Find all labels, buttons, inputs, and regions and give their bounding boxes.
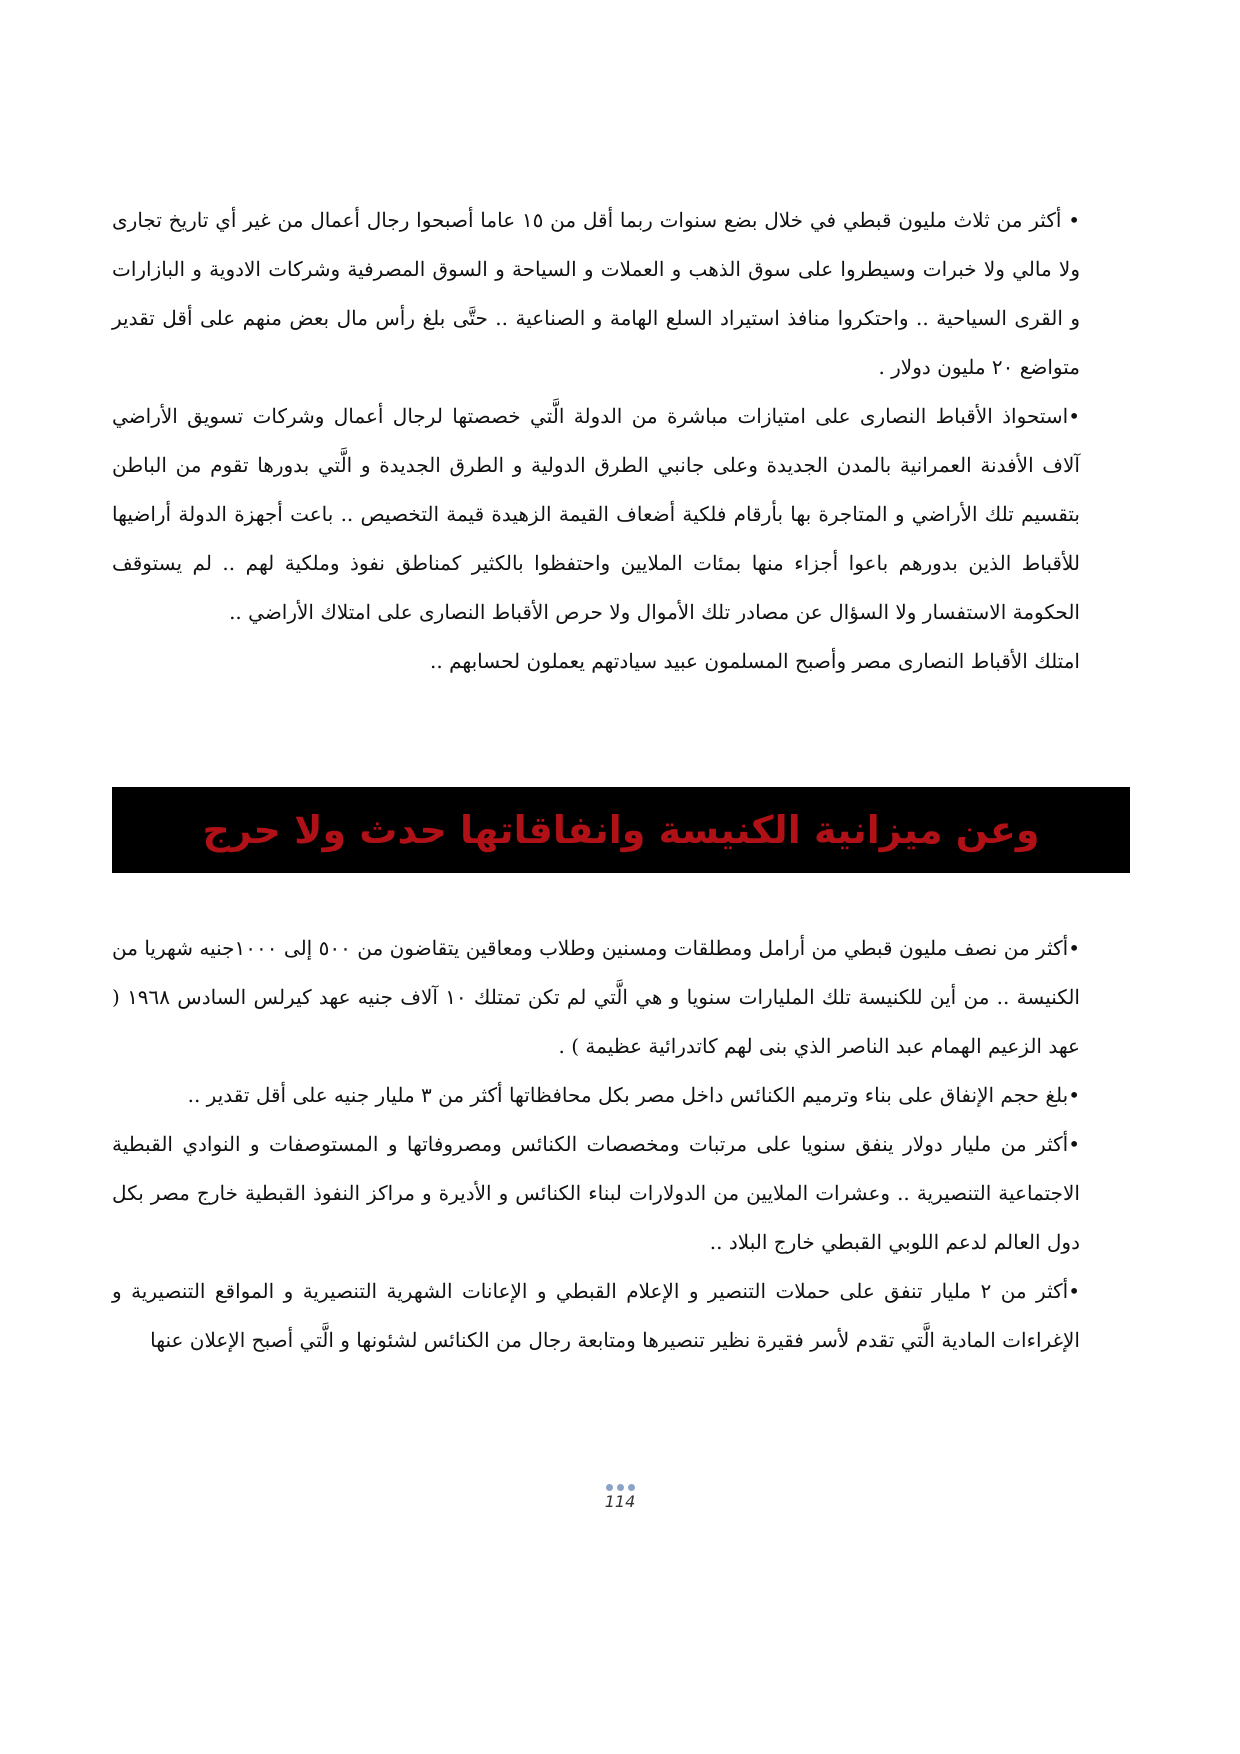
section-heading-banner (112, 787, 1130, 873)
paragraph: • أكثر من ثلاث مليون قبطي في خلال بضع سنوات ربما أقل من ١٥ عاما أصبحوا رجال أعمال من غير أي تاريخ تجارى ولا مالي ولا خبرات وسيطروا على سوق الذهب و العملات و السياحة و السوق المصرفية وشركات الادوية و البازارات و القرى السياحية .. واحتكروا منافذ استيراد السلع الهامة و الصناعية .. حتَّى بلغ رأس مال بعض منهم على أقل تقدير متواضع ٢٠ مليون دولار . (112, 208, 1081, 379)
paragraph: امتلك الأقباط النصارى مصر وأصبح المسلمون عبيد سيادتهم يعملون لحسابهم .. (430, 649, 1080, 673)
paragraph: •استحواذ الأقباط النصارى على امتيازات مباشرة من الدولة الَّتي خصصتها لرجال أعمال وشركات تسويق الأراضي آلاف الأفدنة العمرانية بالمدن الجديدة وعلى جانبي الطرق الدولية و الطرق الجديدة و الَّتي بدورها تقوم من الباطن بتقسيم تلك الأراضي و المتاجرة بها بأرقام فلكية أضعاف القيمة الزهيدة قيمة التخصيص .. باعت أجهزة الدولة أراضيها للأقباط الذين بدورهم باعوا أجزاء منها بمئات الملايين واحتفظوا بالكثير كمناطق نفوذ وملكية لهم .. لم يستوقف الحكومة الاستفسار ولا السؤال عن مصادر تلك الأموال ولا حرص الأقباط النصارى على امتلاك الأراضي .. (112, 404, 1080, 624)
text-section-1 (112, 196, 1130, 686)
text-section-2 (112, 924, 1130, 1365)
page-number: 114 (604, 1492, 636, 1511)
page-footer (570, 1484, 670, 1511)
paragraph: •بلغ حجم الإنفاق على بناء وترميم الكنائس داخل مصر بكل محافظاتها أكثر من ٣ مليار جنيه على أقل تقدير .. (187, 1083, 1080, 1107)
paragraph: •أكثر من مليار دولار ينفق سنويا على مرتبات ومخصصات الكنائس ومصروفاتها و المستوصفات و النوادي القبطية الاجتماعية التنصيرية .. وعشرات الملايين من الدولارات لبناء الكنائس و الأديرة و مراكز النفوذ القبطية خارج مصر بكل دول العالم لدعم اللوبي القبطي خارج البلاد .. (112, 1132, 1080, 1254)
paragraph: •أكثر من نصف مليون قبطي من أرامل ومطلقات ومسنين وطلاب ومعاقين يتقاضون من ٥٠٠ إلى ١٠٠٠جنيه شهريا من الكنيسة .. من أين للكنيسة تلك المليارات سنويا و هي الَّتي لم تكن تمتلك ١٠ آلاف جنيه عهد كيرلس السادس ١٩٦٨ ( عهد الزعيم الهمام عبد الناصر الذي بنى لهم كاتدرائية عظيمة ) . (112, 936, 1080, 1058)
section-heading: وعن ميزانية الكنيسة وانفاقاتها حدث ولا حرج (202, 808, 1040, 852)
dots-ornament-icon (570, 1484, 670, 1491)
paragraph: •أكثر من ٢ مليار تنفق على حملات التنصير و الإعلام القبطي و الإعانات الشهرية التنصيرية و المواقع التنصيرية و الإغراءات المادية الَّتي تقدم لأسر فقيرة نظير تنصيرها ومتابعة رجال من الكنائس لشئونها و الَّتي أصبح الإعلان عنها (112, 1279, 1080, 1352)
